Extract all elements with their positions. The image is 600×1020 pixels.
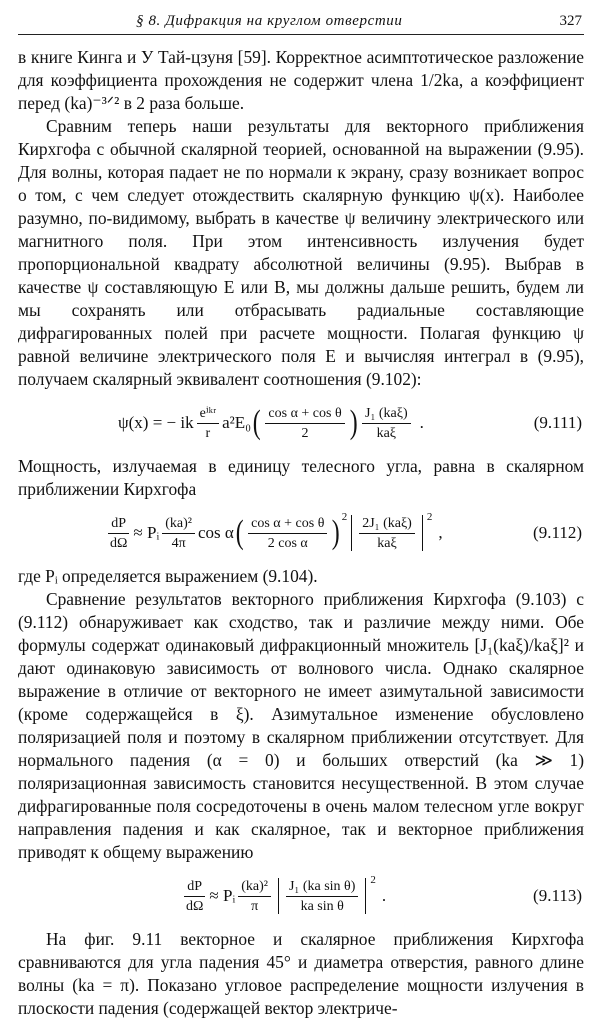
right-paren: ) <box>332 514 341 551</box>
eq112-frac-bessel-den: kaξ <box>377 535 397 551</box>
eq111-frac-bessel-num: J₁ (kaξ) <box>362 405 411 424</box>
eq112-frac-cos <box>248 515 327 552</box>
right-paren: ) <box>349 404 358 441</box>
eq112-frac-bessel-num: 2J₁ (kaξ) <box>359 515 415 534</box>
equation-9-113-formula <box>180 864 386 928</box>
equation-9-111-formula <box>118 391 424 455</box>
eq113-square: 2 <box>370 874 376 886</box>
eq113-approx: ≈ Pᵢ <box>209 886 236 905</box>
eq112-frac-dp <box>107 515 130 552</box>
eq112-frac-ka-den: 4π <box>171 535 186 551</box>
section-title: § 8. Дифракция на круглом отверстии <box>136 13 403 29</box>
eq112-frac-cos-num: cos α + cos θ <box>248 515 327 534</box>
paragraph-5: Сравнение результатов векторного приближения Кирхгофа (9.103) с (9.112) обнаруживает как сходство, так и различие между ними. Обе формулы содержат одинаковый дифракционный множитель [J₁(kaξ)/kaξ]² и дают одинаковую зависимость от волнового числа. Однако скалярное выражение в отличие от векторного не имеет азимутальной зависимости (кроме содержащейся в ξ). Азимутальное изменение обусловлено поляризацией поля и поэтому в скалярном приближении отсутствует. Для нормального падения (α = 0) и больших отверстий (ka ≫ 1) поляризационная зависимость становится несущественной. В этом случае дифрагированные поля сосредоточены в очень малом телесном угле вокруг направления падения и как скалярное, так и векторное приближения приводят к общему выражению <box>18 589 584 862</box>
equation-number-9-111: (9.111) <box>533 413 582 432</box>
eq113-frac-dp-num: dP <box>184 878 205 897</box>
eq113-frac-ka-num: (ka)² <box>238 878 271 897</box>
eq112-frac-ka <box>162 515 195 552</box>
paragraph-4: где Pᵢ определяется выражением (9.104). <box>18 566 318 586</box>
paragraph-3: Мощность, излучаемая в единицу телесного угла, равна в скалярном приближении Кирхгофа <box>18 456 584 499</box>
equation-number-9-113: (9.113) <box>533 886 582 905</box>
eq112-frac-cos-den: 2 cos α <box>267 535 308 551</box>
eq111-frac-bessel-den: kaξ <box>376 425 397 441</box>
eq112-frac-dp-num: dP <box>108 515 129 534</box>
eq113-frac-ka <box>238 878 271 915</box>
eq113-frac-bessel-den: ka sin θ <box>300 898 344 914</box>
eq113-frac-dp-den: dΩ <box>186 898 204 914</box>
eq111-frac-cos <box>265 405 344 442</box>
paragraph-6: На фиг. 9.11 векторное и скалярное приближения Кирхгофа сравниваются для угла падения 45° и диаметра отверстия, равного длине волны (ka = π). Показано угловое распределение мощности излучения в плоскости падения (содержащей вектор электриче- <box>18 929 584 1018</box>
equation-9-112-formula <box>104 501 443 565</box>
eq112-frac-ka-num: (ka)² <box>162 515 195 534</box>
equation-9-113 <box>18 864 584 928</box>
book-page <box>18 0 584 1018</box>
left-paren: ( <box>252 404 261 441</box>
eq111-frac-bessel <box>362 405 411 442</box>
eq112-square-1: 2 <box>341 511 348 523</box>
left-paren: ( <box>235 514 244 551</box>
abs-bar-left <box>278 878 279 914</box>
eq111-frac-wave <box>197 405 220 442</box>
eq112-square-2: 2 <box>426 511 433 523</box>
paragraph-2: Сравним теперь наши результаты для векторного приближения Кирхгофа с обычной скалярной теорией, основанной на выражении (9.95). Для волны, которая падает не по нормали к экрану, сразу возникает вопрос о том, с чем следует отождествить скалярную функцию ψ(x). Наиболее разумно, по-видимому, выбрать в качестве ψ величину электрического или магнитного поля. При этом интенсивность излучения будет пропорциональной квадрату абсолютной величины (9.95). Выбрав в качестве ψ составляющую E или B, мы должны дальше решить, будем ли мы сохранять или отбрасывать радиальные составляющие дифрагированных полей при расчете мощности. Полагая функцию ψ равной величине электрического поля E и вычисляя интеграл в (9.95), получаем скалярный эквивалент соотношения (9.102): <box>18 116 584 389</box>
equation-9-112 <box>18 501 584 565</box>
eq113-frac-dp <box>183 878 206 915</box>
eq113-tail: . <box>381 886 387 905</box>
eq113-frac-bessel-num: J₁ (ka sin θ) <box>286 878 358 897</box>
eq111-lhs: ψ(x) = − ik <box>118 413 194 432</box>
eq111-frac-cos-den: 2 <box>301 425 309 441</box>
eq112-frac-dp-den: dΩ <box>110 535 128 551</box>
eq113-frac-bessel <box>286 878 358 915</box>
eq111-mid: a²E₀ <box>222 413 252 432</box>
eq113-frac-ka-den: π <box>251 898 259 914</box>
eq111-frac-wave-num: eⁱᵏʳ <box>197 405 220 424</box>
eq111-frac-cos-num: cos α + cos θ <box>265 405 344 424</box>
abs-bar-right <box>422 515 423 551</box>
eq112-frac-bessel <box>359 515 415 552</box>
equation-number-9-112: (9.112) <box>533 523 582 542</box>
equation-9-111 <box>18 391 584 455</box>
eq111-tail: . <box>419 413 424 432</box>
eq112-approx: ≈ Pᵢ <box>133 523 160 542</box>
page-number: 327 <box>559 13 582 29</box>
page-body <box>18 46 584 1020</box>
eq111-frac-wave-den: r <box>205 425 211 441</box>
eq112-mid: cos α <box>197 523 234 542</box>
eq112-tail: , <box>438 523 443 542</box>
paragraph-1: в книге Кинга и У Тай-цзуня [59]. Корректное асимптотическое разложение для коэффициента прохождения не содержит члена 1/2ka, а коэффициент перед (ka)⁻³ᐟ² в 2 раза больше. <box>18 47 584 113</box>
abs-bar-right <box>365 878 366 914</box>
running-header <box>18 6 584 35</box>
abs-bar-left <box>351 515 352 551</box>
